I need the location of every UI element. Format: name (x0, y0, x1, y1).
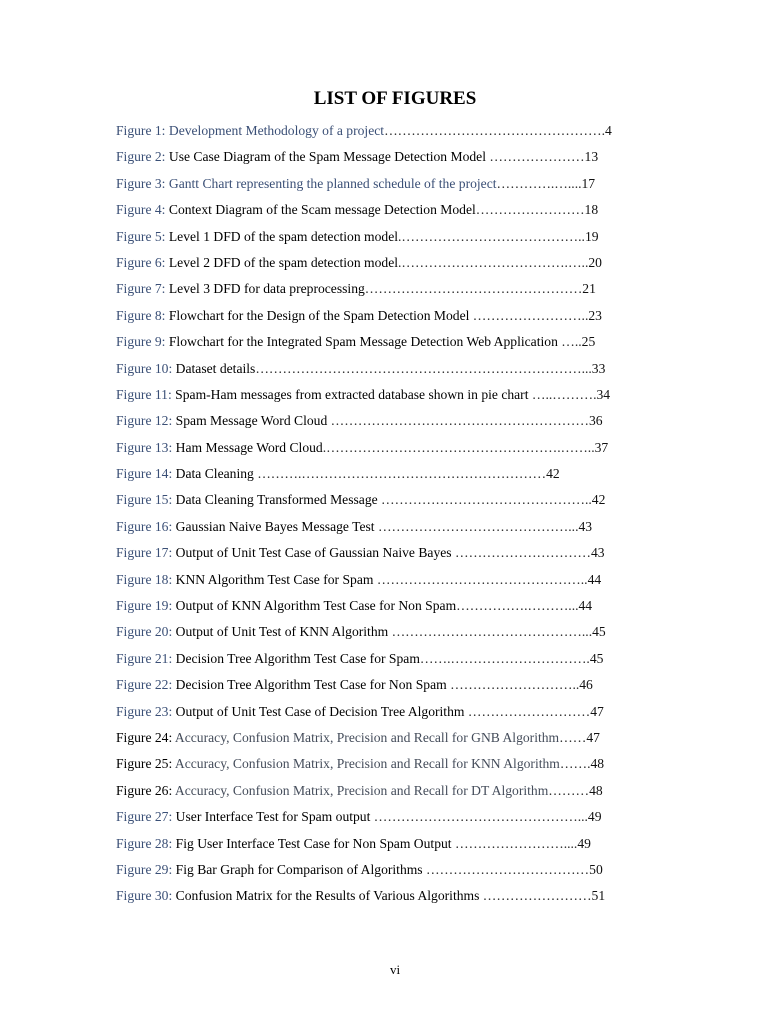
page-number: vi (389, 962, 401, 977)
figure-label: Figure 11: (116, 386, 172, 402)
figure-title: Data Cleaning (175, 466, 254, 482)
figure-entry[interactable] (116, 831, 674, 857)
figure-entry[interactable] (116, 276, 674, 302)
figure-page-number: 49 (577, 835, 591, 851)
figure-label: Figure 18: (116, 571, 173, 587)
dot-leader: ………………………………………... (370, 809, 588, 825)
figure-title: Gantt Chart representing the planned schedule of the project (168, 175, 497, 191)
figure-entry[interactable] (116, 699, 674, 725)
figure-page-number: 45 (589, 650, 604, 666)
figure-page-number: 19 (584, 228, 599, 244)
dot-leader: .……………………………….….. (398, 254, 589, 270)
figure-page-number: 17 (581, 175, 596, 191)
dot-leader: …………………………………………. (384, 123, 605, 138)
figure-title: Output of Unit Test of KNN Algorithm (175, 624, 389, 640)
figure-entry[interactable] (116, 382, 674, 408)
figure-title: Level 1 DFD of the spam detection model (168, 228, 399, 244)
figure-title: Decision Tree Algorithm Test Case for Non Spam (175, 677, 447, 693)
figure-page-number: 44 (578, 598, 593, 614)
figure-page-number: 4 (604, 123, 612, 138)
figure-entry[interactable] (116, 250, 674, 276)
figure-title: Accuracy, Confusion Matrix, Precision and Recall for KNN Algorithm (174, 756, 560, 772)
figure-page-number: 44 (587, 571, 602, 587)
figure-entry[interactable] (116, 725, 674, 751)
dot-leader: ……………………………………... (388, 624, 593, 640)
figure-entry[interactable] (116, 778, 674, 804)
figure-page-number: 33 (591, 360, 606, 376)
figure-label: Figure 2: (116, 149, 166, 165)
figure-entry[interactable] (116, 804, 674, 830)
figure-entry[interactable] (116, 408, 674, 434)
figure-entry[interactable] (116, 672, 674, 698)
figure-label: Figure 28: (116, 835, 173, 851)
figure-entry[interactable] (116, 118, 674, 144)
figure-entry[interactable] (116, 224, 674, 250)
figure-label: Figure 3: (116, 175, 166, 191)
figure-page-number: 47 (586, 729, 600, 745)
figure-label: Figure 20: (116, 624, 173, 640)
figure-title: Level 3 DFD for data preprocessing (168, 281, 365, 297)
figure-entry[interactable] (116, 514, 674, 540)
figure-page-number: 48 (589, 782, 603, 798)
dot-leader: …… (559, 729, 587, 745)
figure-entry[interactable] (116, 303, 674, 329)
figure-page-number: 37 (594, 439, 609, 455)
figure-page-number: 42 (546, 466, 560, 482)
figure-entry[interactable] (116, 461, 674, 487)
figure-entry[interactable] (116, 567, 674, 593)
figure-page-number: 48 (590, 756, 605, 772)
figure-label: Figure 21: (116, 650, 173, 666)
figure-label: Figure 30: (116, 888, 173, 904)
figure-label: Figure 15: (116, 492, 173, 508)
dot-leader: …………….………... (456, 598, 579, 614)
figure-entry[interactable] (116, 619, 674, 645)
figure-list (116, 118, 674, 910)
figure-label: Figure 6: (116, 254, 166, 270)
dot-leader: ……………………… (464, 703, 591, 719)
figure-title: Development Methodology of a project (168, 123, 385, 138)
figure-entry[interactable] (116, 646, 674, 672)
dot-leader: ….. (557, 334, 582, 350)
figure-title: Decision Tree Algorithm Test Case for Spam (175, 650, 420, 666)
figure-title: Output of Unit Test Case of Decision Tree Algorithm (175, 703, 465, 719)
figure-label: Figure 5: (116, 228, 166, 244)
dot-leader: ………….….... (496, 175, 582, 191)
figure-entry[interactable] (116, 329, 674, 355)
figure-page-number: 34 (596, 386, 611, 402)
figure-title: Data Cleaning Transformed Message (175, 492, 378, 508)
figure-title: Ham Message Word Cloud (175, 439, 323, 455)
figure-entry[interactable] (116, 883, 674, 909)
figure-title: Context Diagram of the Scam message Detection Model (168, 202, 476, 218)
dot-leader: ………………………… (451, 545, 591, 561)
dot-leader: .………………………………….. (398, 228, 585, 244)
figure-page-number: 18 (584, 202, 599, 218)
figure-label: Figure 8: (116, 307, 166, 323)
figure-entry[interactable] (116, 593, 674, 619)
figure-page-number: 36 (588, 413, 603, 429)
figure-label: Figure 24: (116, 729, 173, 745)
figure-entry[interactable] (116, 751, 674, 777)
figure-title: Fig User Interface Test Case for Non Spam Output (175, 835, 452, 851)
figure-label: Figure 9: (116, 334, 166, 350)
figure-page-number: 25 (581, 334, 596, 350)
dot-leader: …………………….... (451, 835, 578, 851)
figure-page-number: 13 (584, 149, 599, 165)
dot-leader: ……………………………………….. (373, 571, 588, 587)
figure-label: Figure 12: (116, 413, 173, 429)
figure-page-number: 42 (591, 492, 606, 508)
figure-entry[interactable] (116, 435, 674, 461)
figure-entry[interactable] (116, 487, 674, 513)
dot-leader: ………………………………………………………………... (255, 360, 592, 376)
figure-page-number: 45 (592, 624, 606, 640)
figure-page-number: 49 (587, 809, 602, 825)
dot-leader: …….…………………………. (419, 650, 590, 666)
figure-entry[interactable] (116, 540, 674, 566)
figure-title: Flowchart for the Design of the Spam Detection Model (168, 307, 470, 323)
figure-label: Figure 19: (116, 598, 173, 614)
figure-title: Accuracy, Confusion Matrix, Precision and Recall for GNB Algorithm (174, 729, 560, 745)
figure-title: Output of KNN Algorithm Test Case for Non Spam (175, 598, 457, 614)
figure-title: User Interface Test for Spam output (175, 809, 371, 825)
dot-leader: ……. (559, 756, 591, 772)
figure-page-number: 46 (579, 677, 593, 693)
figure-label: Figure 1: (116, 123, 166, 138)
figure-entry[interactable] (116, 857, 674, 883)
figure-page-number: 21 (582, 281, 596, 297)
dot-leader: ……….……………………………………………… (253, 466, 547, 482)
figure-title: Dataset details (175, 360, 256, 376)
dot-leader: ………………… (485, 149, 585, 165)
figure-title: Fig Bar Graph for Comparison of Algorithms (175, 861, 423, 877)
figure-page-number: 23 (588, 307, 602, 323)
dot-leader: ……………………….. (446, 677, 580, 693)
figure-label: Figure 22: (116, 677, 173, 693)
figure-entry[interactable] (116, 144, 674, 170)
figure-label: Figure 14: (116, 466, 173, 482)
figure-page-number: 43 (590, 545, 605, 561)
figure-title: Use Case Diagram of the Spam Message Detection Model (168, 149, 486, 165)
dot-leader: …..………. (528, 386, 597, 402)
dot-leader: ……………………………………... (374, 518, 579, 534)
figure-label: Figure 29: (116, 861, 173, 877)
figure-page-number: 43 (578, 518, 593, 534)
dot-leader: ……… (548, 782, 590, 798)
figure-label: Figure 25: (116, 756, 173, 772)
figure-label: Figure 16: (116, 518, 173, 534)
figure-title: Accuracy, Confusion Matrix, Precision and Recall for DT Algorithm (174, 782, 549, 798)
figure-label: Figure 26: (116, 782, 173, 798)
figure-title: Output of Unit Test Case of Gaussian Naive Bayes (175, 545, 452, 561)
figure-label: Figure 10: (116, 360, 173, 376)
dot-leader: …………………… (479, 888, 592, 904)
figure-label: Figure 23: (116, 703, 173, 719)
figure-page-number: 51 (591, 888, 606, 904)
figure-title: Confusion Matrix for the Results of Various Algorithms (175, 888, 480, 904)
figure-title: Level 2 DFD of the spam detection model (168, 254, 399, 270)
figure-page-number: 20 (588, 254, 602, 270)
dot-leader: …………………….. (469, 307, 589, 323)
figure-title: Flowchart for the Integrated Spam Message Detection Web Application (168, 334, 558, 350)
page-title: LIST OF FIGURES (313, 88, 477, 109)
figure-label: Figure 27: (116, 809, 173, 825)
figure-title: Spam Message Word Cloud (175, 413, 328, 429)
dot-leader: ………………………………………… (364, 281, 583, 297)
figure-entry[interactable] (116, 197, 674, 223)
figure-label: Figure 7: (116, 281, 166, 297)
figure-label: Figure 4: (116, 202, 166, 218)
dot-leader: .…………………………………………….…….. (322, 439, 595, 455)
dot-leader: ……………………………………….. (377, 492, 592, 508)
dot-leader: …………………… (475, 202, 585, 218)
figure-label: Figure 17: (116, 545, 173, 561)
figure-label: Figure 13: (116, 439, 173, 455)
figure-title: Spam-Ham messages from extracted database shown in pie chart (175, 386, 529, 402)
figure-title: KNN Algorithm Test Case for Spam (175, 571, 374, 587)
dot-leader: ………………………………………………… (327, 413, 589, 429)
figure-entry[interactable] (116, 356, 674, 382)
dot-leader: ……………………………… (422, 861, 590, 877)
figure-page-number: 50 (589, 861, 603, 877)
figure-entry[interactable] (116, 171, 674, 197)
figure-page-number: 47 (590, 703, 604, 719)
figure-title: Gaussian Naive Bayes Message Test (175, 518, 375, 534)
